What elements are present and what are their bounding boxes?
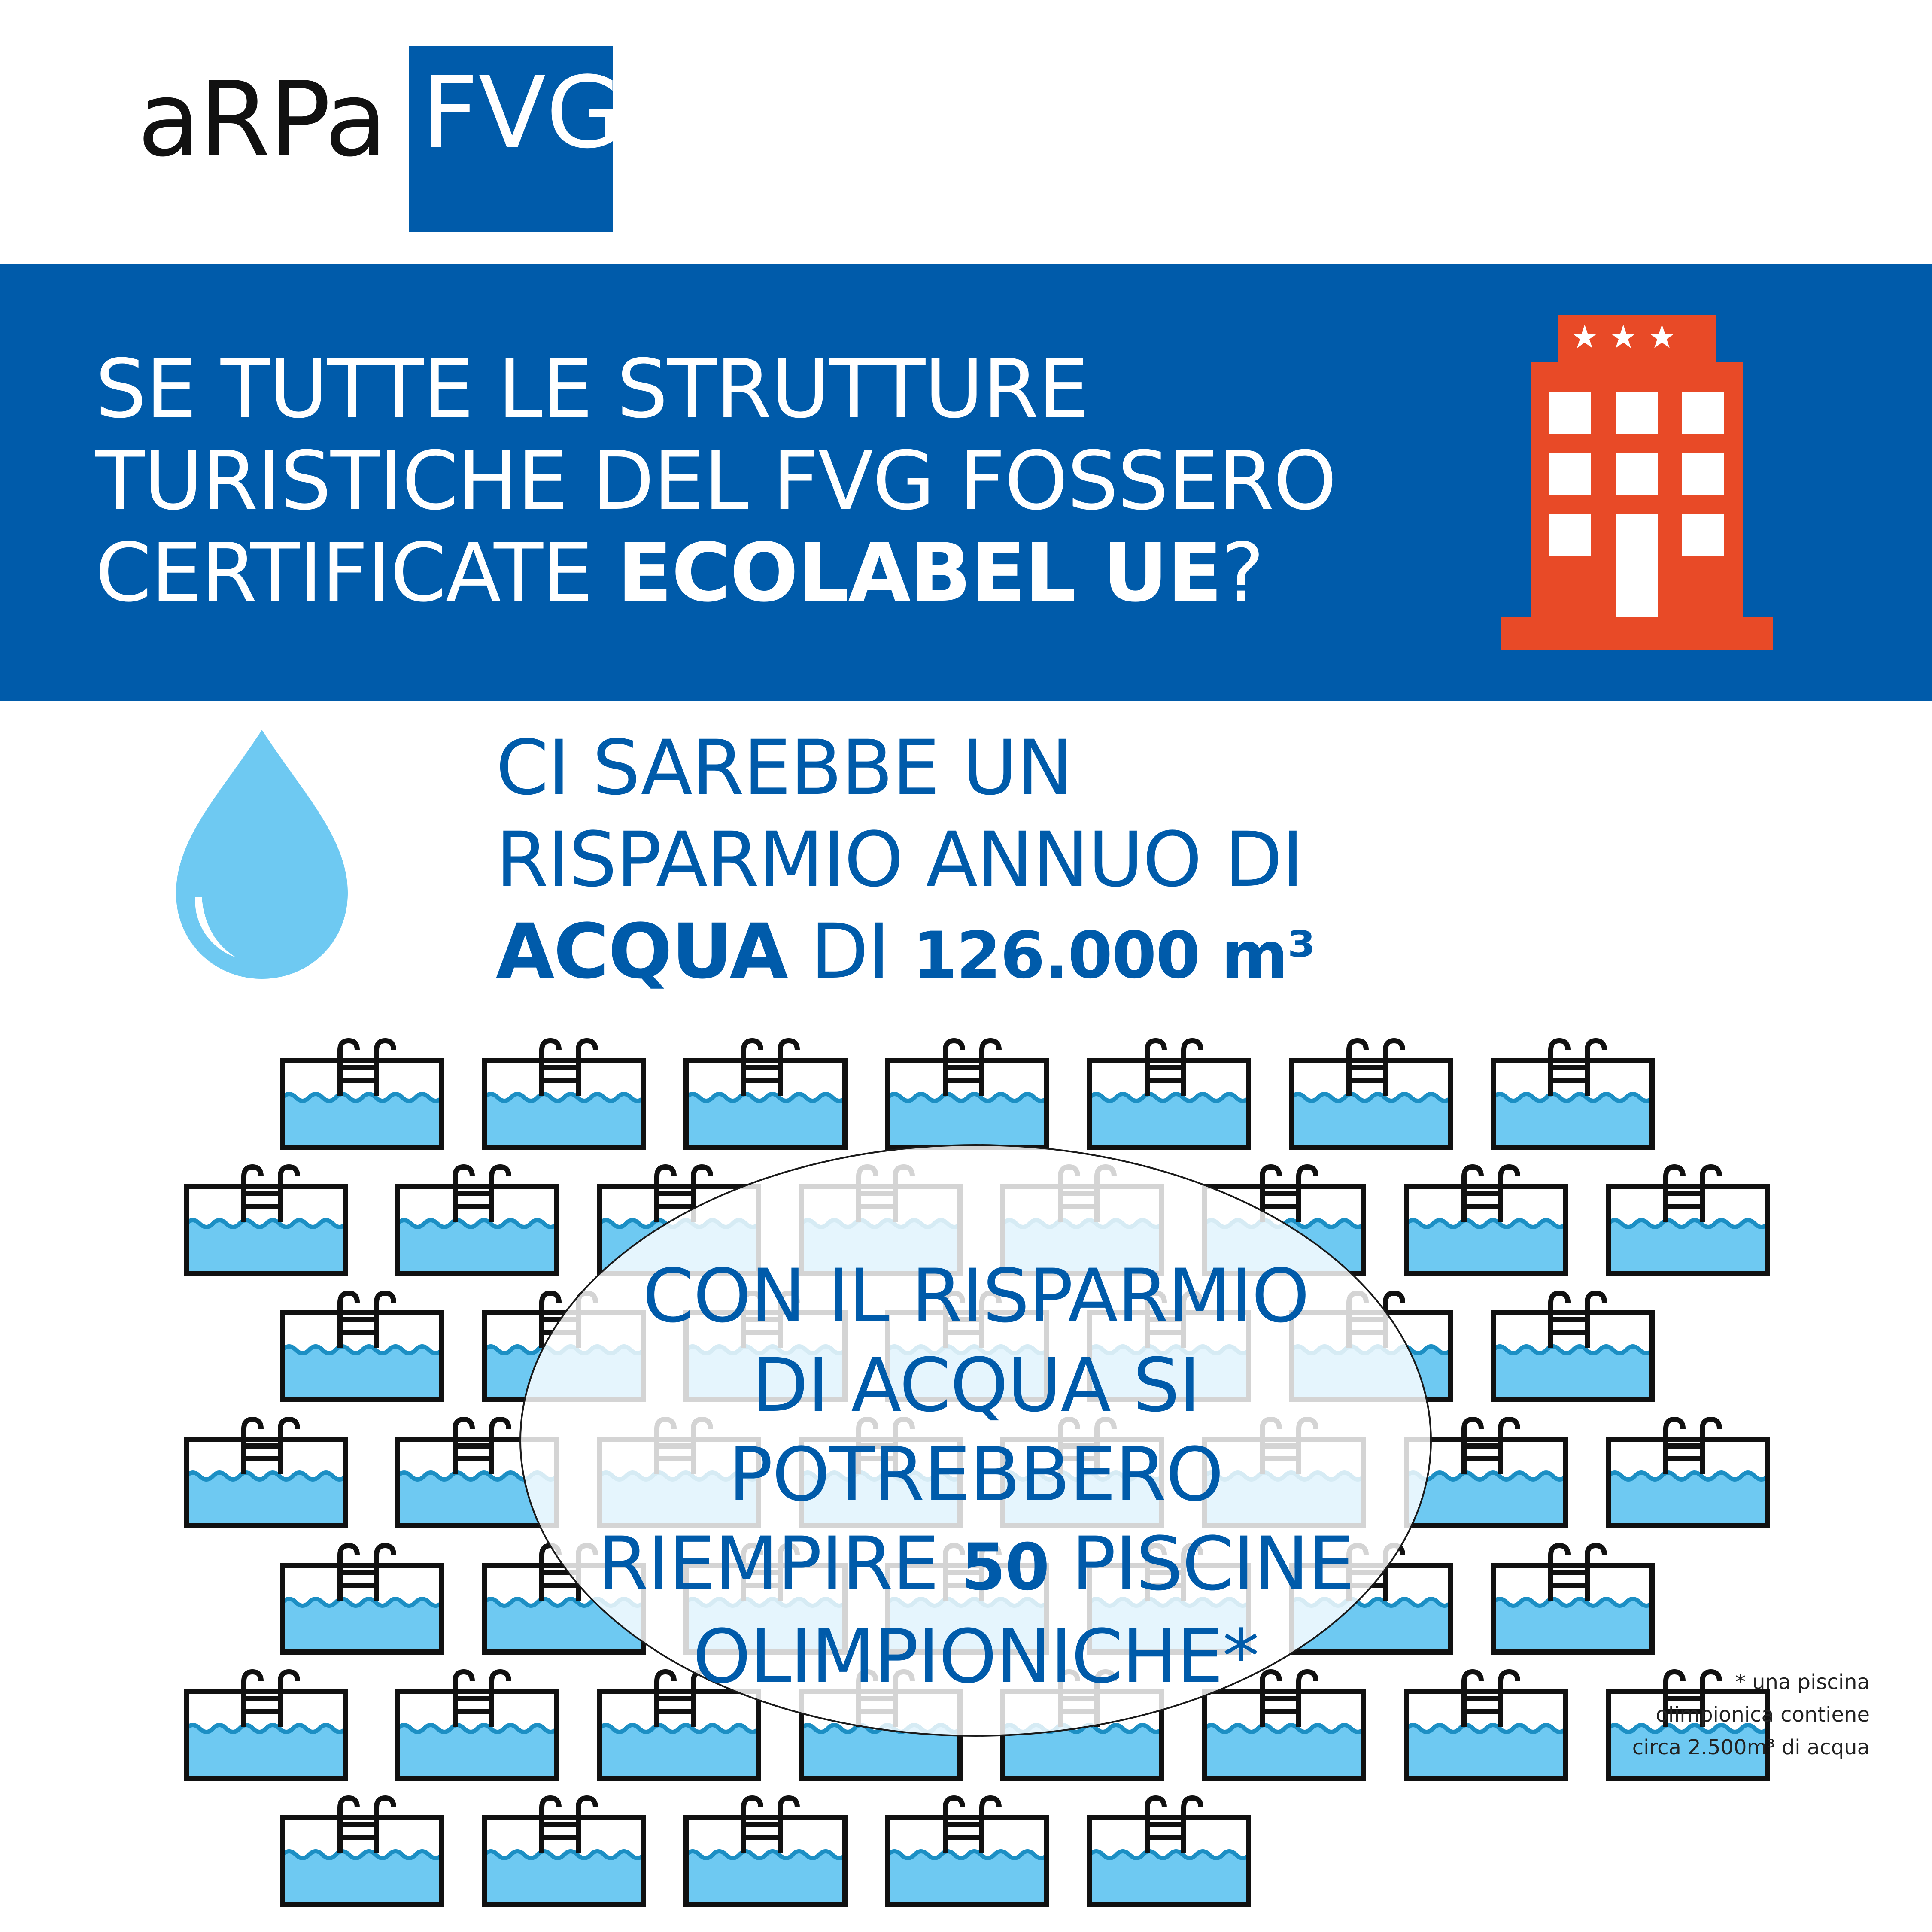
headline-ecolabel: ECOLABEL UE xyxy=(617,526,1222,620)
saving-value: 126.000 m³ xyxy=(912,918,1315,993)
swimming-pool-icon xyxy=(283,1798,442,1905)
overlay-count: 50 xyxy=(961,1530,1049,1605)
headline-line-1: SE TUTTE LE STRUTTURE xyxy=(95,342,1088,436)
swimming-pool-icon xyxy=(283,1293,442,1400)
swimming-pool-icon xyxy=(888,1041,1048,1147)
swimming-pool-icon xyxy=(283,1041,442,1147)
headline-line-3-suffix: ? xyxy=(1221,526,1264,620)
swimming-pool-icon xyxy=(686,1041,846,1147)
swimming-pool-icon xyxy=(484,1798,644,1905)
overlay-line-4-suffix: PISCINE xyxy=(1048,1521,1354,1607)
headline-line-3-prefix: CERTIFICATE xyxy=(95,526,617,620)
overlay-text xyxy=(519,1252,1432,1701)
footnote-line-3: circa 2.500m³ di acqua xyxy=(1632,1735,1870,1759)
swimming-pool-icon xyxy=(1090,1798,1249,1905)
headline-line-2: TURISTICHE DEL FVG FOSSERO xyxy=(95,434,1336,528)
logo-fvg: FVG xyxy=(422,56,623,170)
swimming-pool-icon xyxy=(1608,1167,1768,1273)
swimming-pool-icon xyxy=(1493,1293,1653,1400)
swimming-pool-icon xyxy=(186,1167,346,1273)
overlay-line-1: CON IL RISPARMIO xyxy=(642,1253,1309,1339)
swimming-pool-icon xyxy=(1493,1546,1653,1652)
overlay-line-4 xyxy=(519,1519,1432,1612)
swimming-pool-icon xyxy=(888,1798,1048,1905)
saving-acqua: ACQUA xyxy=(496,908,787,996)
swimming-pool-icon xyxy=(186,1672,346,1778)
overlay-line-5: OLIMPIONICHE* xyxy=(693,1613,1259,1700)
swimming-pool-icon xyxy=(1090,1041,1249,1147)
overlay-line-3: POTREBBERO xyxy=(728,1431,1223,1518)
overlay-line-4-prefix: RIEMPIRE xyxy=(597,1521,961,1607)
swimming-pool-icon xyxy=(1493,1041,1653,1147)
swimming-pool-icon xyxy=(686,1798,846,1905)
logo-wordmark: aRPa xyxy=(137,59,386,179)
saving-line-1: CI SAREBBE UN xyxy=(496,724,1072,812)
saving-line-2: RISPARMIO ANNUO DI xyxy=(496,816,1303,904)
swimming-pool-icon xyxy=(186,1419,346,1526)
swimming-pool-icon xyxy=(1608,1419,1768,1526)
swimming-pool-icon xyxy=(1291,1041,1451,1147)
overlay-line-2: DI ACQUA SI xyxy=(751,1342,1200,1428)
footnote-line-1: * una piscina xyxy=(1735,1670,1870,1694)
footnote xyxy=(1554,1666,1870,1764)
swimming-pool-icon xyxy=(283,1546,442,1652)
saving-line-3-mid: DI xyxy=(787,908,913,996)
swimming-pool-icon xyxy=(484,1041,644,1147)
footnote-line-2: olimpionica contiene xyxy=(1656,1703,1870,1727)
